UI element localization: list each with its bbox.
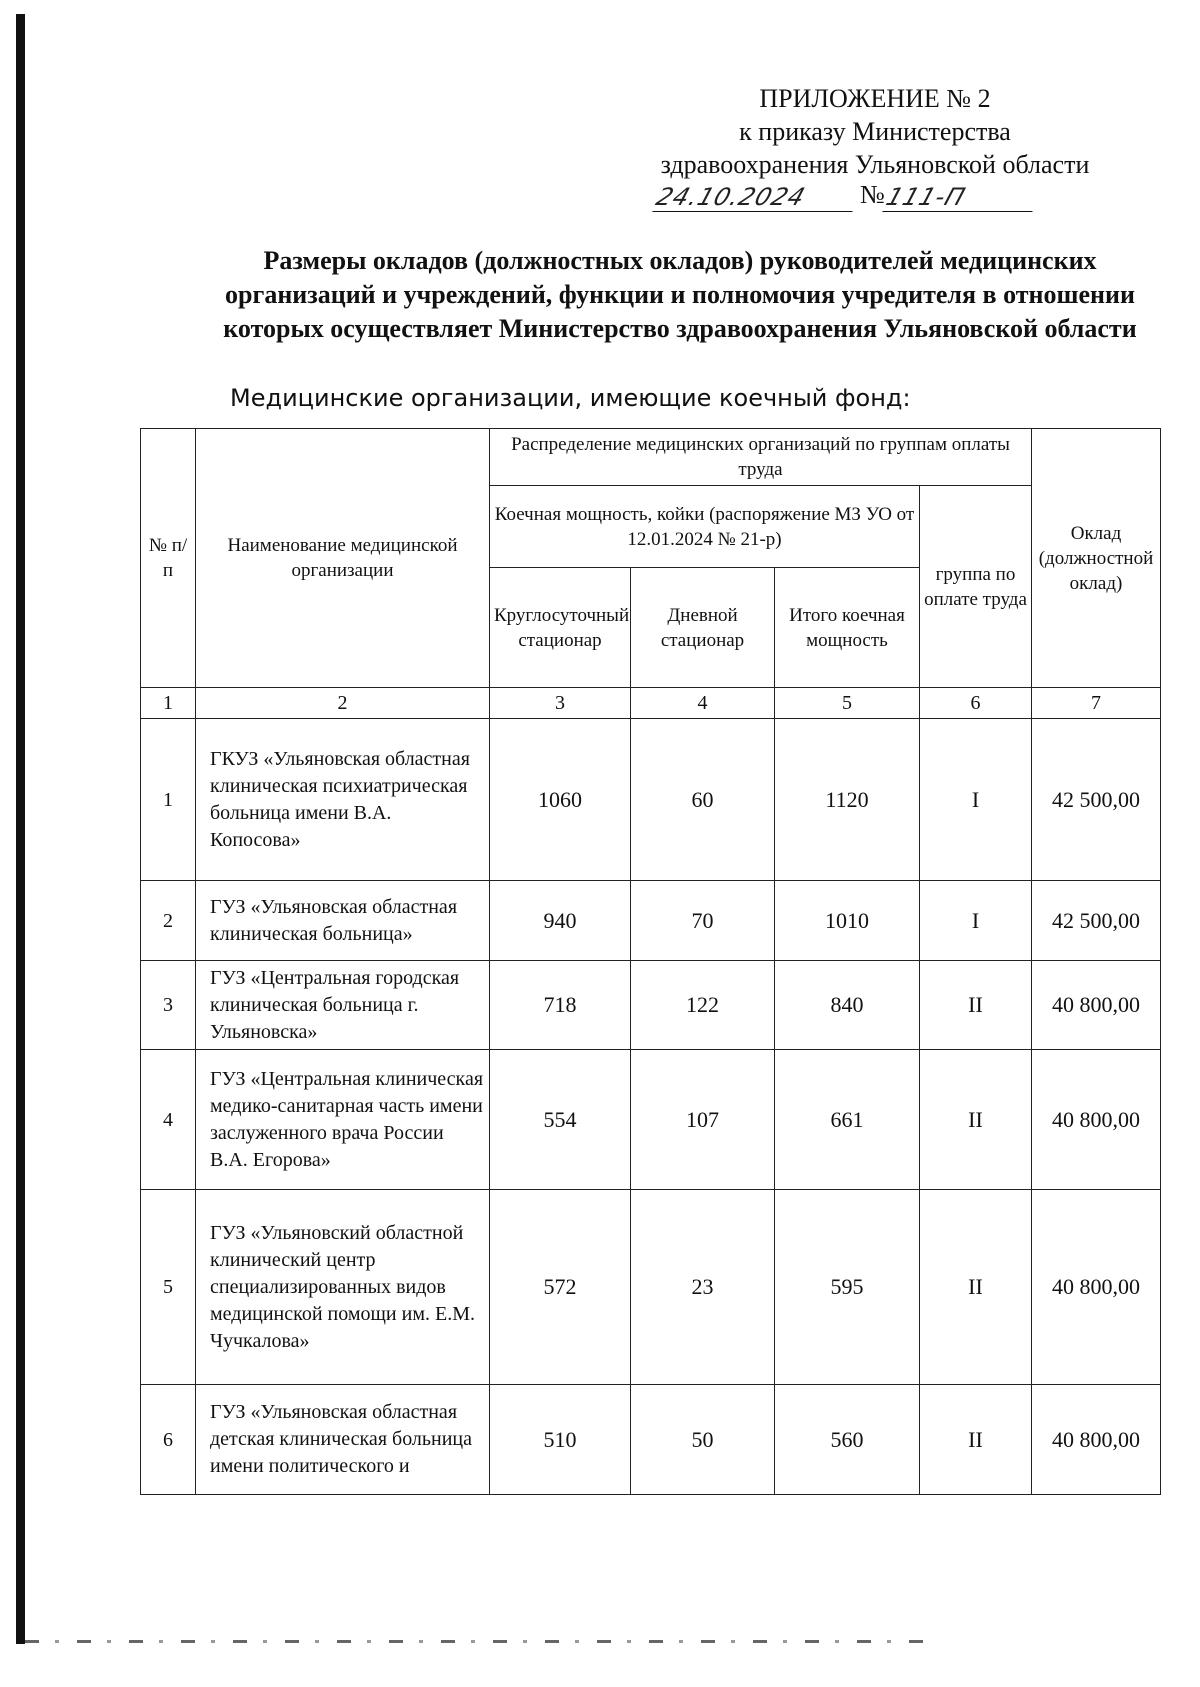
- round-clock-beds: 572: [490, 1190, 631, 1385]
- header-name: Наименование медицинской организации: [196, 429, 490, 688]
- salary: 42 500,00: [1032, 881, 1161, 961]
- round-clock-beds: 510: [490, 1385, 631, 1495]
- document-title: Размеры окладов (должностных окладов) руководителей медицинских организаций и учреждений, функции и полномочия учредителя в отношении которых осуществляет Министерство здравоохранения Ульяновской области: [223, 246, 1137, 343]
- round-clock-beds: 940: [490, 881, 631, 961]
- salary-table: [140, 428, 1161, 1495]
- header-round-clock: Круглосуточный стационар: [490, 568, 631, 688]
- scan-bottom-noise: [25, 1640, 925, 1643]
- pay-group: II: [920, 961, 1032, 1050]
- col-number: 4: [631, 688, 775, 719]
- row-number: 2: [141, 881, 196, 961]
- salary: 40 800,00: [1032, 1050, 1161, 1190]
- salary: 40 800,00: [1032, 1385, 1161, 1495]
- org-name: ГУЗ «Ульяновская областная детская клиническая больница имени политического и: [196, 1385, 490, 1495]
- header-capacity: Коечная мощность, койки (распоряжение МЗ УО от 12.01.2024 № 21-р): [490, 486, 920, 568]
- org-name: ГУЗ «Центральная клиническая медико-санитарная часть имени заслуженного врача России В.А. Егорова»: [196, 1050, 490, 1190]
- round-clock-beds: 554: [490, 1050, 631, 1190]
- appendix-header: [640, 82, 1110, 181]
- total-beds: 1010: [775, 881, 920, 961]
- pay-group: I: [920, 881, 1032, 961]
- col-number: 2: [196, 688, 490, 719]
- col-number: 1: [141, 688, 196, 719]
- org-name: ГУЗ «Ульяновская областная клиническая больница»: [196, 881, 490, 961]
- day-beds: 60: [631, 719, 775, 881]
- header-num: № п/п: [141, 429, 196, 688]
- salary: 42 500,00: [1032, 719, 1161, 881]
- table-row: [141, 1385, 1161, 1495]
- appendix-order-ref: к приказу Министерства: [739, 117, 1011, 146]
- column-number-row: [141, 688, 1161, 719]
- col-number: 6: [920, 688, 1032, 719]
- total-beds: 595: [775, 1190, 920, 1385]
- header-group: группа по оплате труда: [920, 486, 1032, 688]
- day-beds: 70: [631, 881, 775, 961]
- salary: 40 800,00: [1032, 961, 1161, 1050]
- order-date-number: [652, 180, 1075, 216]
- pay-group: I: [920, 719, 1032, 881]
- row-number: 4: [141, 1050, 196, 1190]
- appendix-ministry: здравоохранения Ульяновской области: [660, 150, 1090, 179]
- row-number: 5: [141, 1190, 196, 1385]
- pay-group: II: [920, 1190, 1032, 1385]
- table-row: [141, 1190, 1161, 1385]
- col-number: 3: [490, 688, 631, 719]
- table-row: [141, 1050, 1161, 1190]
- col-number: 5: [775, 688, 920, 719]
- row-number: 1: [141, 719, 196, 881]
- day-beds: 122: [631, 961, 775, 1050]
- header-distribution: Распределение медицинских организаций по группам оплаты труда: [490, 429, 1032, 486]
- org-name: ГКУЗ «Ульяновская областная клиническая психиатрическая больница имени В.А. Копосова»: [196, 719, 490, 881]
- total-beds: 1120: [775, 719, 920, 881]
- col-number: 7: [1032, 688, 1161, 719]
- header-day: Дневной стационар: [631, 568, 775, 688]
- round-clock-beds: 1060: [490, 719, 631, 881]
- total-beds: 560: [775, 1385, 920, 1495]
- salary: 40 800,00: [1032, 1190, 1161, 1385]
- header-salary: Оклад (должностной оклад): [1032, 429, 1161, 688]
- header-total: Итого коечная мощность: [775, 568, 920, 688]
- order-number-handwritten: 111-П: [882, 183, 1041, 212]
- day-beds: 23: [631, 1190, 775, 1385]
- appendix-title: ПРИЛОЖЕНИЕ № 2: [759, 84, 991, 113]
- section-subtitle: Медицинские организации, имеющие коечный фонд:: [230, 384, 911, 412]
- day-beds: 50: [631, 1385, 775, 1495]
- pay-group: II: [920, 1385, 1032, 1495]
- org-name: ГУЗ «Центральная городская клиническая больница г. Ульяновска»: [196, 961, 490, 1050]
- org-name: ГУЗ «Ульяновский областной клинический центр специализированных видов медицинской помощи им. Е.М. Чучкалова»: [196, 1190, 490, 1385]
- day-beds: 107: [631, 1050, 775, 1190]
- pay-group: II: [920, 1050, 1032, 1190]
- row-number: 6: [141, 1385, 196, 1495]
- total-beds: 661: [775, 1050, 920, 1190]
- scan-edge-mark: [16, 14, 25, 1644]
- table-row: [141, 881, 1161, 961]
- table-row: [141, 719, 1161, 881]
- row-number: 3: [141, 961, 196, 1050]
- total-beds: 840: [775, 961, 920, 1050]
- order-date-handwritten: 24.10.2024: [652, 183, 861, 212]
- table-row: [141, 961, 1161, 1050]
- round-clock-beds: 718: [490, 961, 631, 1050]
- order-number-label: №: [860, 180, 885, 209]
